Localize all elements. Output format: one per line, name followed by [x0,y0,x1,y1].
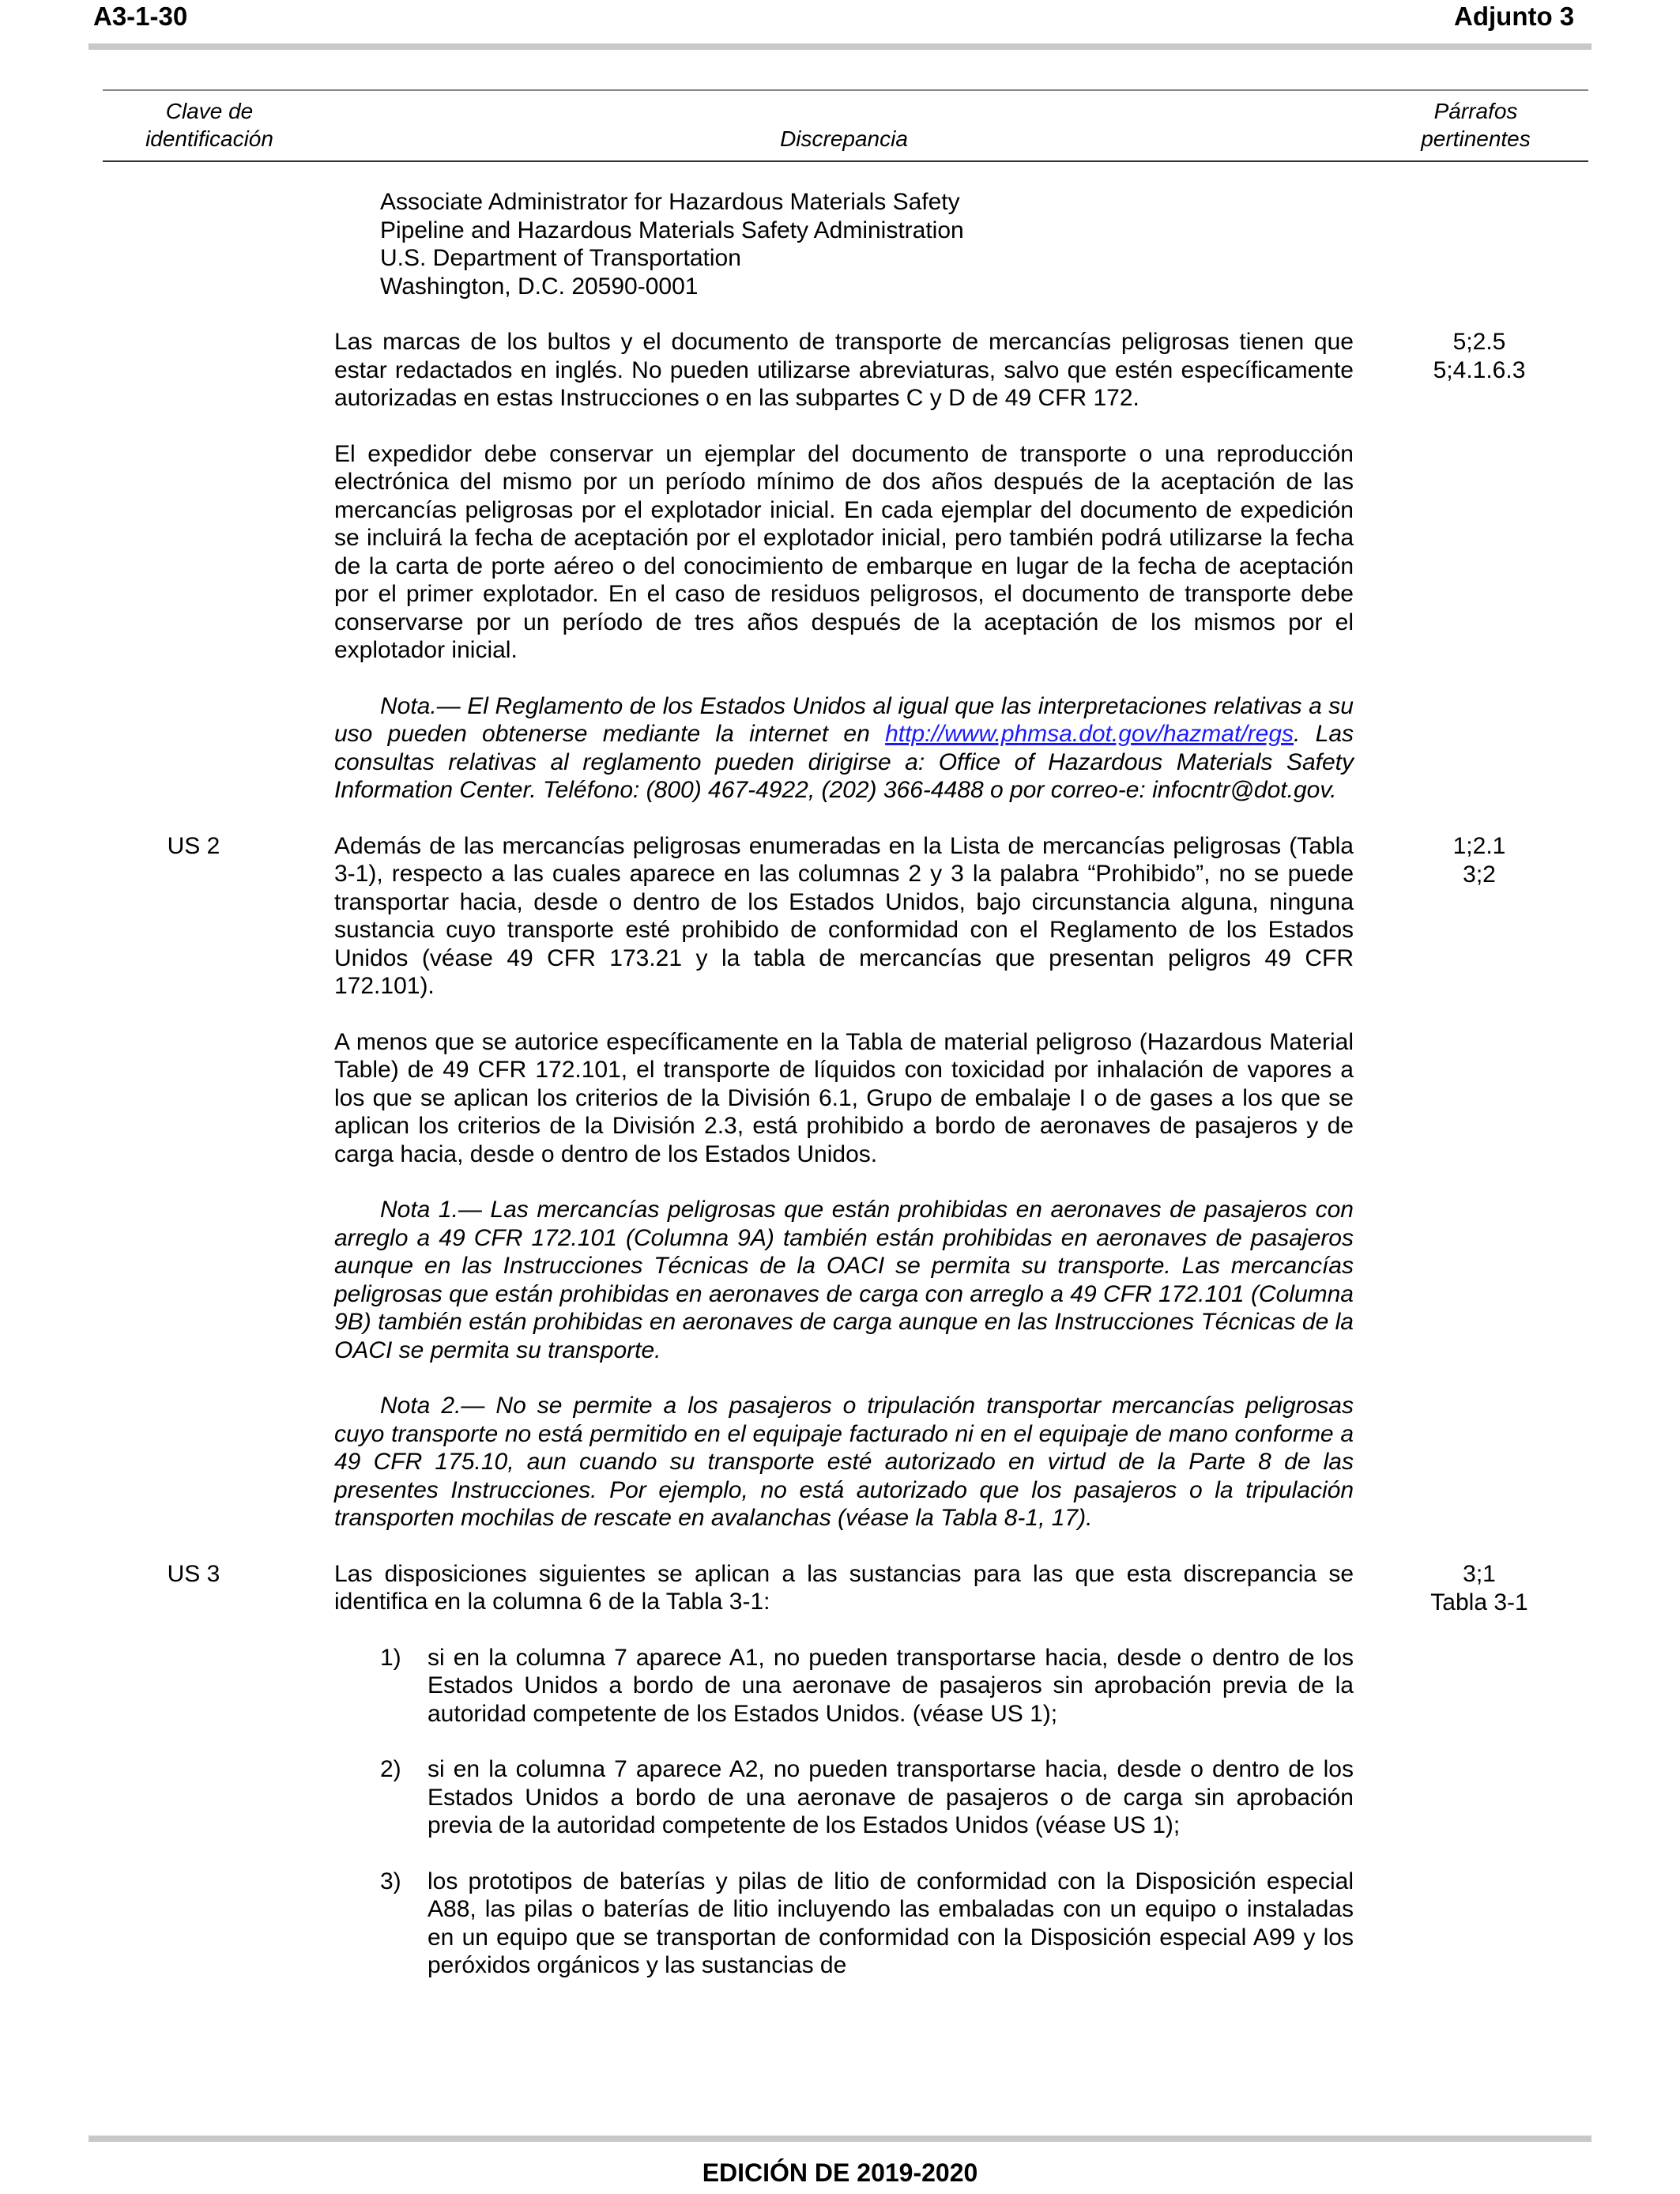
page-number: A3-1-30 [93,2,188,31]
column-header-key [119,97,300,153]
attachment-label: Adjunto 3 [1454,2,1575,31]
discrepancy-paragraph: Las marcas de los bultos y el documento de transporte de mercancías peligrosas tienen que estar redactados en inglés. No pueden utilizarse abreviaturas, salvo que estén específicamente autorizadas en estas Instrucciones o en las subpartes C y D de 49 CFR 172. [334,329,1354,411]
note-paragraph [334,692,1354,805]
column-header-refs-line2: pertinentes [1421,126,1531,151]
ref-item: 5;2.5 [1452,329,1506,355]
us1-continuation [0,188,1680,300]
address-line: Washington, D.C. 20590-0001 [380,273,699,300]
list-item-number: 2) [380,1756,401,1782]
list-item-text: los prototipos de baterías y pilas de litio de conformidad con la Disposición especial A88, las pilas o baterías de litio incluyendo las embaladas con un equipo o instaladas en un equipo que se transportan de conformidad con la Disposición especial A99 y los peróxidos orgánicos y las sustancias de [428,1868,1354,1978]
ref-item: 3;1 [1463,1560,1496,1587]
note-text: . Las consultas relativas al reglamento pueden dirigirse a: Office of Hazardous Materials Safety Information Center. Teléfono: (800) 467-4922, (202) 366-4488 o por correo-e: infocntr@dot.gov. [334,721,1354,803]
table-header-bottom-line [103,160,1588,162]
address-line: Pipeline and Hazardous Materials Safety Administration [380,217,964,243]
column-header-refs-line1: Párrafos [1433,99,1518,123]
list-item-text: si en la columna 7 aparece A2, no pueden transportarse hacia, desde o dentro de los Estados Unidos a bordo de una aeronave de pasajeros o de carga sin aprobación previa de la autoridad competente de los Estados Unidos (véase US 1); [428,1756,1354,1838]
ref-item: 5;4.1.6.3 [1433,357,1526,383]
refs-cell [1392,832,1566,889]
column-header-discrepancy: Discrepancia [780,126,908,151]
column-header-key-line2: identificación [145,126,273,151]
header-rule [89,43,1591,50]
address-line: U.S. Department of Transportation [380,245,741,271]
language-requirement-row [0,328,1680,805]
id-key: US 3 [167,1560,220,1587]
table-body [0,188,1680,2007]
refs-cell [1392,1560,1566,1617]
id-key: US 2 [167,832,220,859]
list-item-text: si en la columna 7 aparece A1, no pueden transportarse hacia, desde o dentro de los Estados Unidos a bordo de una aeronave de pasajeros sin aprobación previa de la autoridad competente de los Estados Unidos. (véase US 1); [428,1644,1354,1727]
address-line: Associate Administrator for Hazardous Materials Safety [380,189,960,215]
column-header-refs [1387,97,1565,153]
footer-rule [89,2136,1591,2142]
discrepancy-paragraph: A menos que se autorice específicamente en la Tabla de material peligroso (Hazardous Material Table) de 49 CFR 172.101, el transporte de líquidos con toxicidad por inhalación de vapores a los que se aplican los criterios de la División 6.1, Grupo de embalaje I o de gases a los que se aplican los criterios de la División 2.3, está prohibido a bordo de aeronaves de pasajeros y de carga hacia, desde o dentro de los Estados Unidos. [334,1028,1354,1167]
ref-item: 1;2.1 [1452,832,1506,859]
edition-footer: EDICIÓN DE 2019-2020 [702,2158,978,2187]
list-item [380,1644,1354,1728]
note-text: Nota.— El Reglamento de los Estados Unidos al igual que las interpretaciones relativas a su uso pueden obtenerse mediante la internet en [334,692,1354,747]
regulations-link[interactable]: http://www.phmsa.dot.gov/hazmat/regs [885,721,1294,747]
note-paragraph: Nota 2.— No se permite a los pasajeros o tripulación transportar mercancías peligrosas cuyo transporte no está permitido en el equipaje facturado ni en el equipaje de mano conforme a 49 CFR 175.10, aun cuando su transporte esté autorizado en virtud de la Parte 8 de las presentes Instrucciones. Por ejemplo, no está autorizado que los pasajeros o la tripulación transporten mochilas de rescate en avalanchas (véase la Tabla 8-1, 17). [334,1393,1354,1531]
list-item [380,1755,1354,1840]
discrepancy-paragraph: Las disposiciones siguientes se aplican a las sustancias para las que esta discrepancia se identifica en la columna 6 de la Tabla 3-1: [334,1560,1354,1615]
list-item-number: 3) [380,1868,401,1894]
us2-row [0,832,1680,1532]
address-block [380,188,1354,300]
note-paragraph: Nota 1.— Las mercancías peligrosas que están prohibidas en aeronaves de pasajeros con arreglo a 49 CFR 172.101 (Columna 9A) también están prohibidas en aeronaves de pasajeros aunque en las Instrucciones Técnicas de la OACI se permita su transporte. Las mercancías peligrosas que están prohibidas en aeronaves de carga con arreglo a 49 CFR 172.101 (Columna 9B) también están prohibidas en aeronaves de carga aunque en las Instrucciones Técnicas de la OACI se permita su transporte. [334,1197,1354,1363]
list-item-number: 1) [380,1644,401,1671]
discrepancy-paragraph: Además de las mercancías peligrosas enumeradas en la Lista de mercancías peligrosas (Tabla 3-1), respecto a las cuales aparece en las columnas 2 y 3 la palabra “Prohibido”, no se puede transportar hacia, desde o dentro de los Estados Unidos, bajo circunstancia alguna, ninguna sustancia cuyo transporte esté prohibido de conformidad con el Reglamento de los Estados Unidos (véase 49 CFR 173.21 y la tabla de mercancías que presentan peligros 49 CFR 172.101). [334,832,1354,999]
ref-item: 3;2 [1463,861,1496,888]
table-header-top-line [103,89,1588,91]
refs-cell [1392,328,1566,385]
list-item [380,1868,1354,1980]
discrepancy-paragraph: El expedidor debe conservar un ejemplar del documento de transporte o una reproducción electrónica del mismo por un período mínimo de dos años después de la aceptación de las mercancías peligrosas por el explotador inicial. En cada ejemplar del documento de expedición se incluirá la fecha de aceptación por el explotador inicial, pero también podrá utilizarse la fecha de la carta de porte aéreo o del conocimiento de embarque en lugar de la fecha de aceptación por el primer explotador. En el caso de residuos peligrosos, el documento de transporte debe conservarse por un período de tres años después de la aceptación de los mismos por el explotador inicial. [334,440,1354,663]
ref-item: Tabla 3-1 [1430,1589,1528,1615]
us3-row [0,1560,1680,1980]
column-header-key-line1: Clave de [165,99,254,123]
